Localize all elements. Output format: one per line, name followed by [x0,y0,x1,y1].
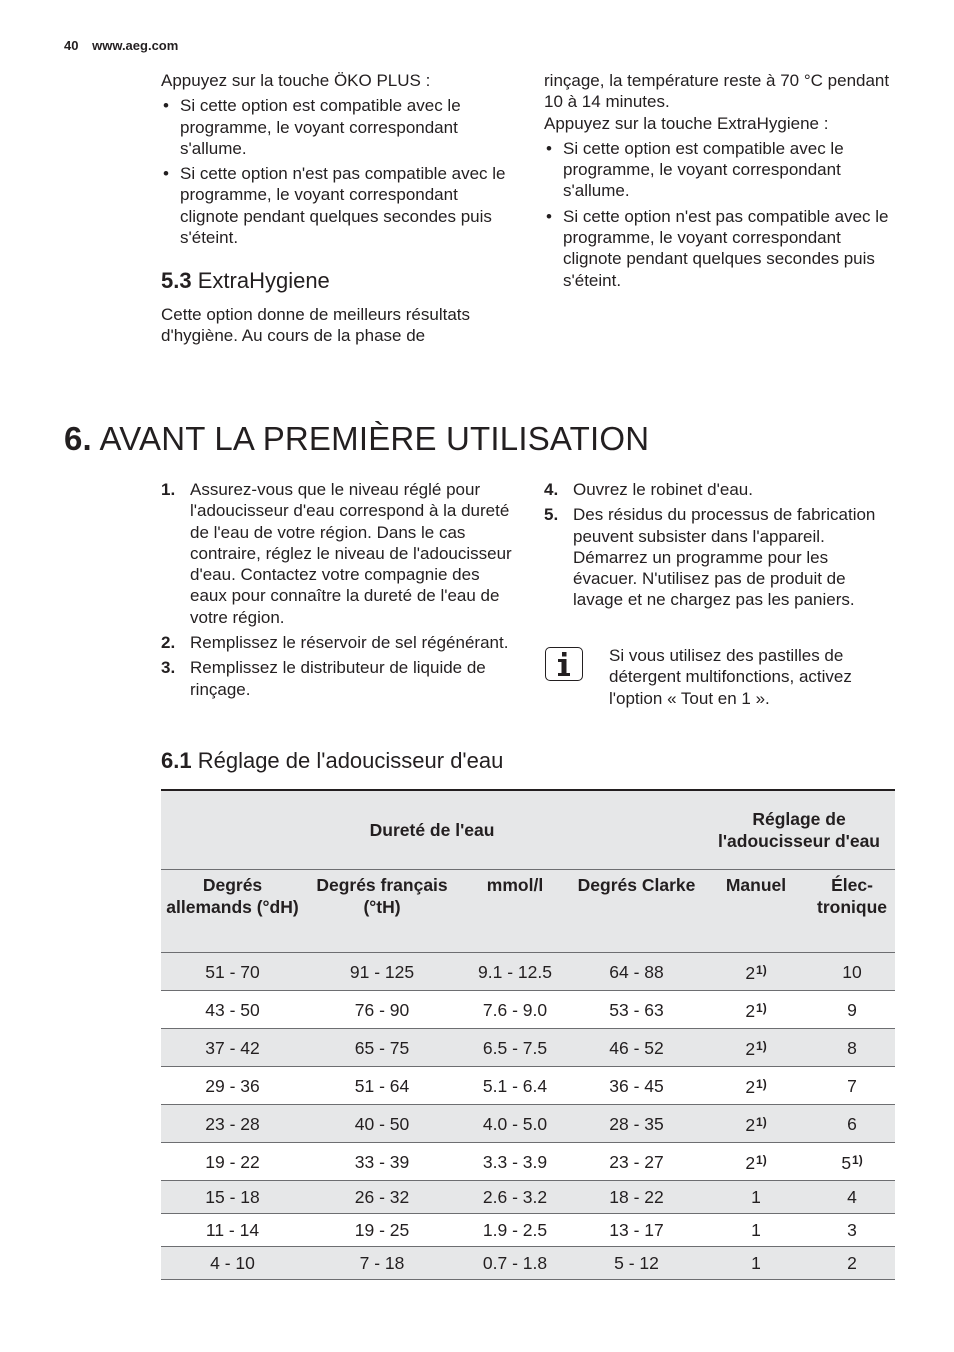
cell-manuel-value: 1 [751,1187,761,1207]
cell-electronique-value: 9 [847,999,857,1020]
cell-manuel-value: 1 [751,1220,761,1240]
cell-clarke-value: 36 - 45 [609,1075,664,1096]
cell-mmol-value: 5.1 - 6.4 [482,1075,548,1096]
list-item [161,657,513,700]
cell-manuel-value: 2 [745,1077,756,1097]
list-item [544,504,894,610]
step-number: 1. [161,480,176,499]
cell-mmol-value: 0.7 - 1.8 [482,1253,548,1273]
cell-dh [161,1143,304,1181]
footnote-mark: 1) [756,1039,767,1053]
cell-electronique-value: 7 [847,1075,857,1096]
cell-mmol [460,1105,570,1143]
okoplus-intro: Appuyez sur la touche ÖKO PLUS : [161,71,431,90]
cell-clarke [570,991,703,1029]
cell-dh [161,1247,304,1280]
left-top-column [161,70,511,346]
cell-dh-value: 19 - 22 [205,1151,260,1172]
cell-clarke-value: 46 - 52 [609,1037,664,1058]
cell-manuel [703,1105,809,1143]
list-item: • Si cette option est compatible avec le programme, le voyant correspondant s'allume. [161,95,511,159]
footnote-mark: 1) [756,1077,767,1091]
list-item [544,479,894,500]
extrahygiene-text: Cette option donne de meilleurs résultats d'hygiène. Au cours de la phase de [161,304,471,345]
step-text: Remplissez le réservoir de sel régénérant. [190,633,509,653]
footnote-mark: 1) [852,1153,863,1167]
cell-clarke-value: 18 - 22 [609,1187,664,1207]
cell-mmol [460,1181,570,1214]
cell-dh-value: 15 - 18 [205,1187,260,1207]
okoplus-bullets [161,95,511,248]
cell-mmol-value: 3.3 - 3.9 [482,1151,548,1172]
list-item [161,479,513,628]
cell-clarke [570,953,703,991]
cell-dh-value: 51 - 70 [205,961,260,982]
step-text: Assurez-vous que le niveau réglé pour l'adoucisseur d'eau correspond à la dureté de l'eau de votre région. Dans le cas contraire, réglez le niveau de l'adoucisseur d'eau. Contactez votre compagnie des eaux pour connaître la dureté de l'eau de votre région. [190,480,512,627]
step-text: Remplissez le distributeur de liquide de rinçage. [190,658,486,699]
table-row [161,991,895,1029]
cell-mmol [460,991,570,1029]
table-row [161,1181,895,1214]
cell-dh [161,1181,304,1214]
cell-dh-value: 29 - 36 [205,1075,260,1096]
cell-electronique-value: 8 [847,1037,857,1058]
cell-manuel-value: 2 [745,963,756,983]
setting-group-header: Réglage de l'adoucisseur d'eau [703,790,895,870]
cell-manuel [703,1181,809,1214]
cell-dh-value: 4 - 10 [210,1253,255,1273]
cell-manuel-value: 1 [751,1253,761,1273]
website-link[interactable]: www.aeg.com [92,38,179,53]
column-header-dh: Degrés allemands (°dH) [161,870,304,953]
cell-manuel-value: 2 [745,1153,756,1173]
info-i-glyph [554,651,574,677]
list-item: • Si cette option n'est pas compatible avec le programme, le voyant correspondant clignote pendant quelques secondes puis s'éteint. [544,206,896,291]
table-group-header-row [161,790,895,870]
column-header-electronique: Électronique [809,870,895,953]
cell-clarke-value: 53 - 63 [609,999,664,1020]
cell-mmol [460,953,570,991]
cell-electronique-value: 2 [847,1253,857,1273]
hardness-group-header: Dureté de l'eau [161,790,703,870]
column-header-th: Degrés français (°tH) [304,870,460,953]
section-title: ExtraHygiene [197,268,330,294]
cell-mmol-value: 6.5 - 7.5 [482,1037,548,1058]
right-top-column [544,70,896,295]
extrahygiene-intro: Appuyez sur la touche ExtraHygiene : [544,113,829,133]
step-text: Des résidus du processus de fabrication peuvent subsister dans l'appareil. Démarrez un programme pour les évacuer. N'utilisez pas de produit de lavage et ne chargez pas les paniers. [573,505,876,610]
cell-th-value: 7 - 18 [359,1253,405,1273]
step-number: 4. [544,480,559,499]
cell-manuel [703,1029,809,1067]
table-row [161,953,895,991]
cell-electronique-value: 10 [842,961,862,982]
table-body [161,953,895,1280]
cell-clarke-value: 23 - 27 [609,1151,664,1172]
cell-clarke [570,1181,703,1214]
cell-electronique [809,1029,895,1067]
footnote-mark: 1) [756,1001,767,1015]
cell-clarke-value: 28 - 35 [609,1113,664,1134]
section-number: 5.3 [161,268,192,294]
cell-th-value: 19 - 25 [354,1220,410,1240]
cell-th [304,1105,460,1143]
cell-dh [161,953,304,991]
cell-mmol [460,1067,570,1105]
cell-dh [161,1214,304,1247]
cell-electronique [809,1143,895,1181]
cell-th [304,1029,460,1067]
steps-list-left [161,479,513,704]
cell-th-value: 40 - 50 [354,1113,410,1134]
step-number: 5. [544,505,559,525]
cell-th-value: 51 - 64 [354,1075,410,1096]
chapter-number: 6. [64,420,92,457]
cell-manuel [703,1143,809,1181]
cell-manuel [703,953,809,991]
cell-th-value: 26 - 32 [354,1187,410,1207]
extrahygiene-continued: rinçage, la température reste à 70 °C pendant 10 à 14 minutes. [544,71,890,112]
subsection-heading-6-1 [161,748,503,774]
water-hardness-table [161,789,895,1280]
cell-manuel-value: 2 [745,1115,756,1135]
section-heading-5-3 [161,268,511,294]
cell-electronique [809,991,895,1029]
page-header [64,38,188,53]
cell-electronique-value: 5 [841,1153,852,1173]
step-number: 3. [161,658,176,678]
table-column-header-row [161,870,895,953]
cell-electronique-value: 4 [847,1187,857,1207]
table-row [161,1247,895,1280]
cell-dh [161,1105,304,1143]
column-header-manuel: Manuel [703,870,809,953]
cell-electronique-value: 3 [847,1220,857,1240]
cell-mmol [460,1143,570,1181]
cell-th-value: 65 - 75 [354,1037,410,1058]
cell-electronique [809,1105,895,1143]
table-row [161,1214,895,1247]
cell-manuel [703,991,809,1029]
cell-dh [161,991,304,1029]
footnote-mark: 1) [756,1153,767,1167]
list-item: • Si cette option est compatible avec le programme, le voyant correspondant s'allume. [544,138,896,202]
cell-th [304,1143,460,1181]
cell-mmol-value: 4.0 - 5.0 [482,1113,548,1134]
cell-clarke [570,1029,703,1067]
cell-th [304,991,460,1029]
column-header-clarke: Degrés Clarke [570,870,703,953]
cell-mmol [460,1214,570,1247]
cell-clarke [570,1247,703,1280]
extrahygiene-bullets [544,138,896,291]
cell-th [304,953,460,991]
cell-manuel-value: 2 [745,1001,756,1021]
cell-electronique [809,1181,895,1214]
steps-list-right [544,479,894,615]
cell-th [304,1181,460,1214]
cell-mmol-value: 1.9 - 2.5 [482,1220,548,1240]
step-number: 2. [161,633,176,653]
cell-manuel [703,1214,809,1247]
cell-manuel-value: 2 [745,1039,756,1059]
cell-mmol-value: 9.1 - 12.5 [478,961,552,982]
cell-th-value: 76 - 90 [354,999,410,1020]
list-item: • Si cette option n'est pas compatible avec le programme, le voyant correspondant clignote pendant quelques secondes puis s'éteint. [161,163,511,248]
cell-th [304,1067,460,1105]
chapter-title [64,420,649,458]
cell-electronique-value: 6 [847,1113,857,1134]
cell-manuel [703,1067,809,1105]
cell-dh-value: 37 - 42 [205,1037,260,1058]
subsection-number: 6.1 [161,748,192,773]
info-icon [545,647,583,681]
cell-mmol-value: 7.6 - 9.0 [482,999,548,1020]
cell-mmol [460,1247,570,1280]
cell-clarke [570,1067,703,1105]
footnote-mark: 1) [756,1115,767,1129]
step-text: Ouvrez le robinet d'eau. [573,480,753,499]
cell-th [304,1247,460,1280]
cell-dh-value: 23 - 28 [205,1113,260,1134]
footnote-mark: 1) [756,963,767,977]
table-row [161,1143,895,1181]
cell-clarke [570,1143,703,1181]
cell-mmol [460,1029,570,1067]
cell-th-value: 33 - 39 [354,1151,410,1172]
table-row [161,1029,895,1067]
cell-dh-value: 43 - 50 [205,999,260,1020]
cell-clarke [570,1105,703,1143]
cell-dh [161,1029,304,1067]
cell-manuel [703,1247,809,1280]
cell-electronique [809,953,895,991]
cell-dh [161,1067,304,1105]
cell-mmol-value: 2.6 - 3.2 [482,1187,548,1207]
cell-electronique [809,1067,895,1105]
cell-clarke-value: 13 - 17 [609,1220,664,1240]
cell-th-value: 91 - 125 [349,961,415,982]
chapter-title-text: AVANT LA PREMIÈRE UTILISATION [99,420,650,457]
info-note-text: Si vous utilisez des pastilles de détergent multifonctions, activez l'option « Tout en 1 ». [609,646,852,708]
list-item [161,632,513,653]
cell-clarke-value: 5 - 12 [614,1253,659,1273]
cell-electronique [809,1247,895,1280]
cell-clarke [570,1214,703,1247]
table-row [161,1067,895,1105]
cell-dh-value: 11 - 14 [205,1220,260,1240]
cell-clarke-value: 64 - 88 [609,961,664,982]
cell-electronique [809,1214,895,1247]
cell-th [304,1214,460,1247]
column-header-mmol: mmol/l [460,870,570,953]
page-number: 40 [64,38,79,53]
table-row [161,1105,895,1143]
subsection-title: Réglage de l'adoucisseur d'eau [197,748,504,773]
